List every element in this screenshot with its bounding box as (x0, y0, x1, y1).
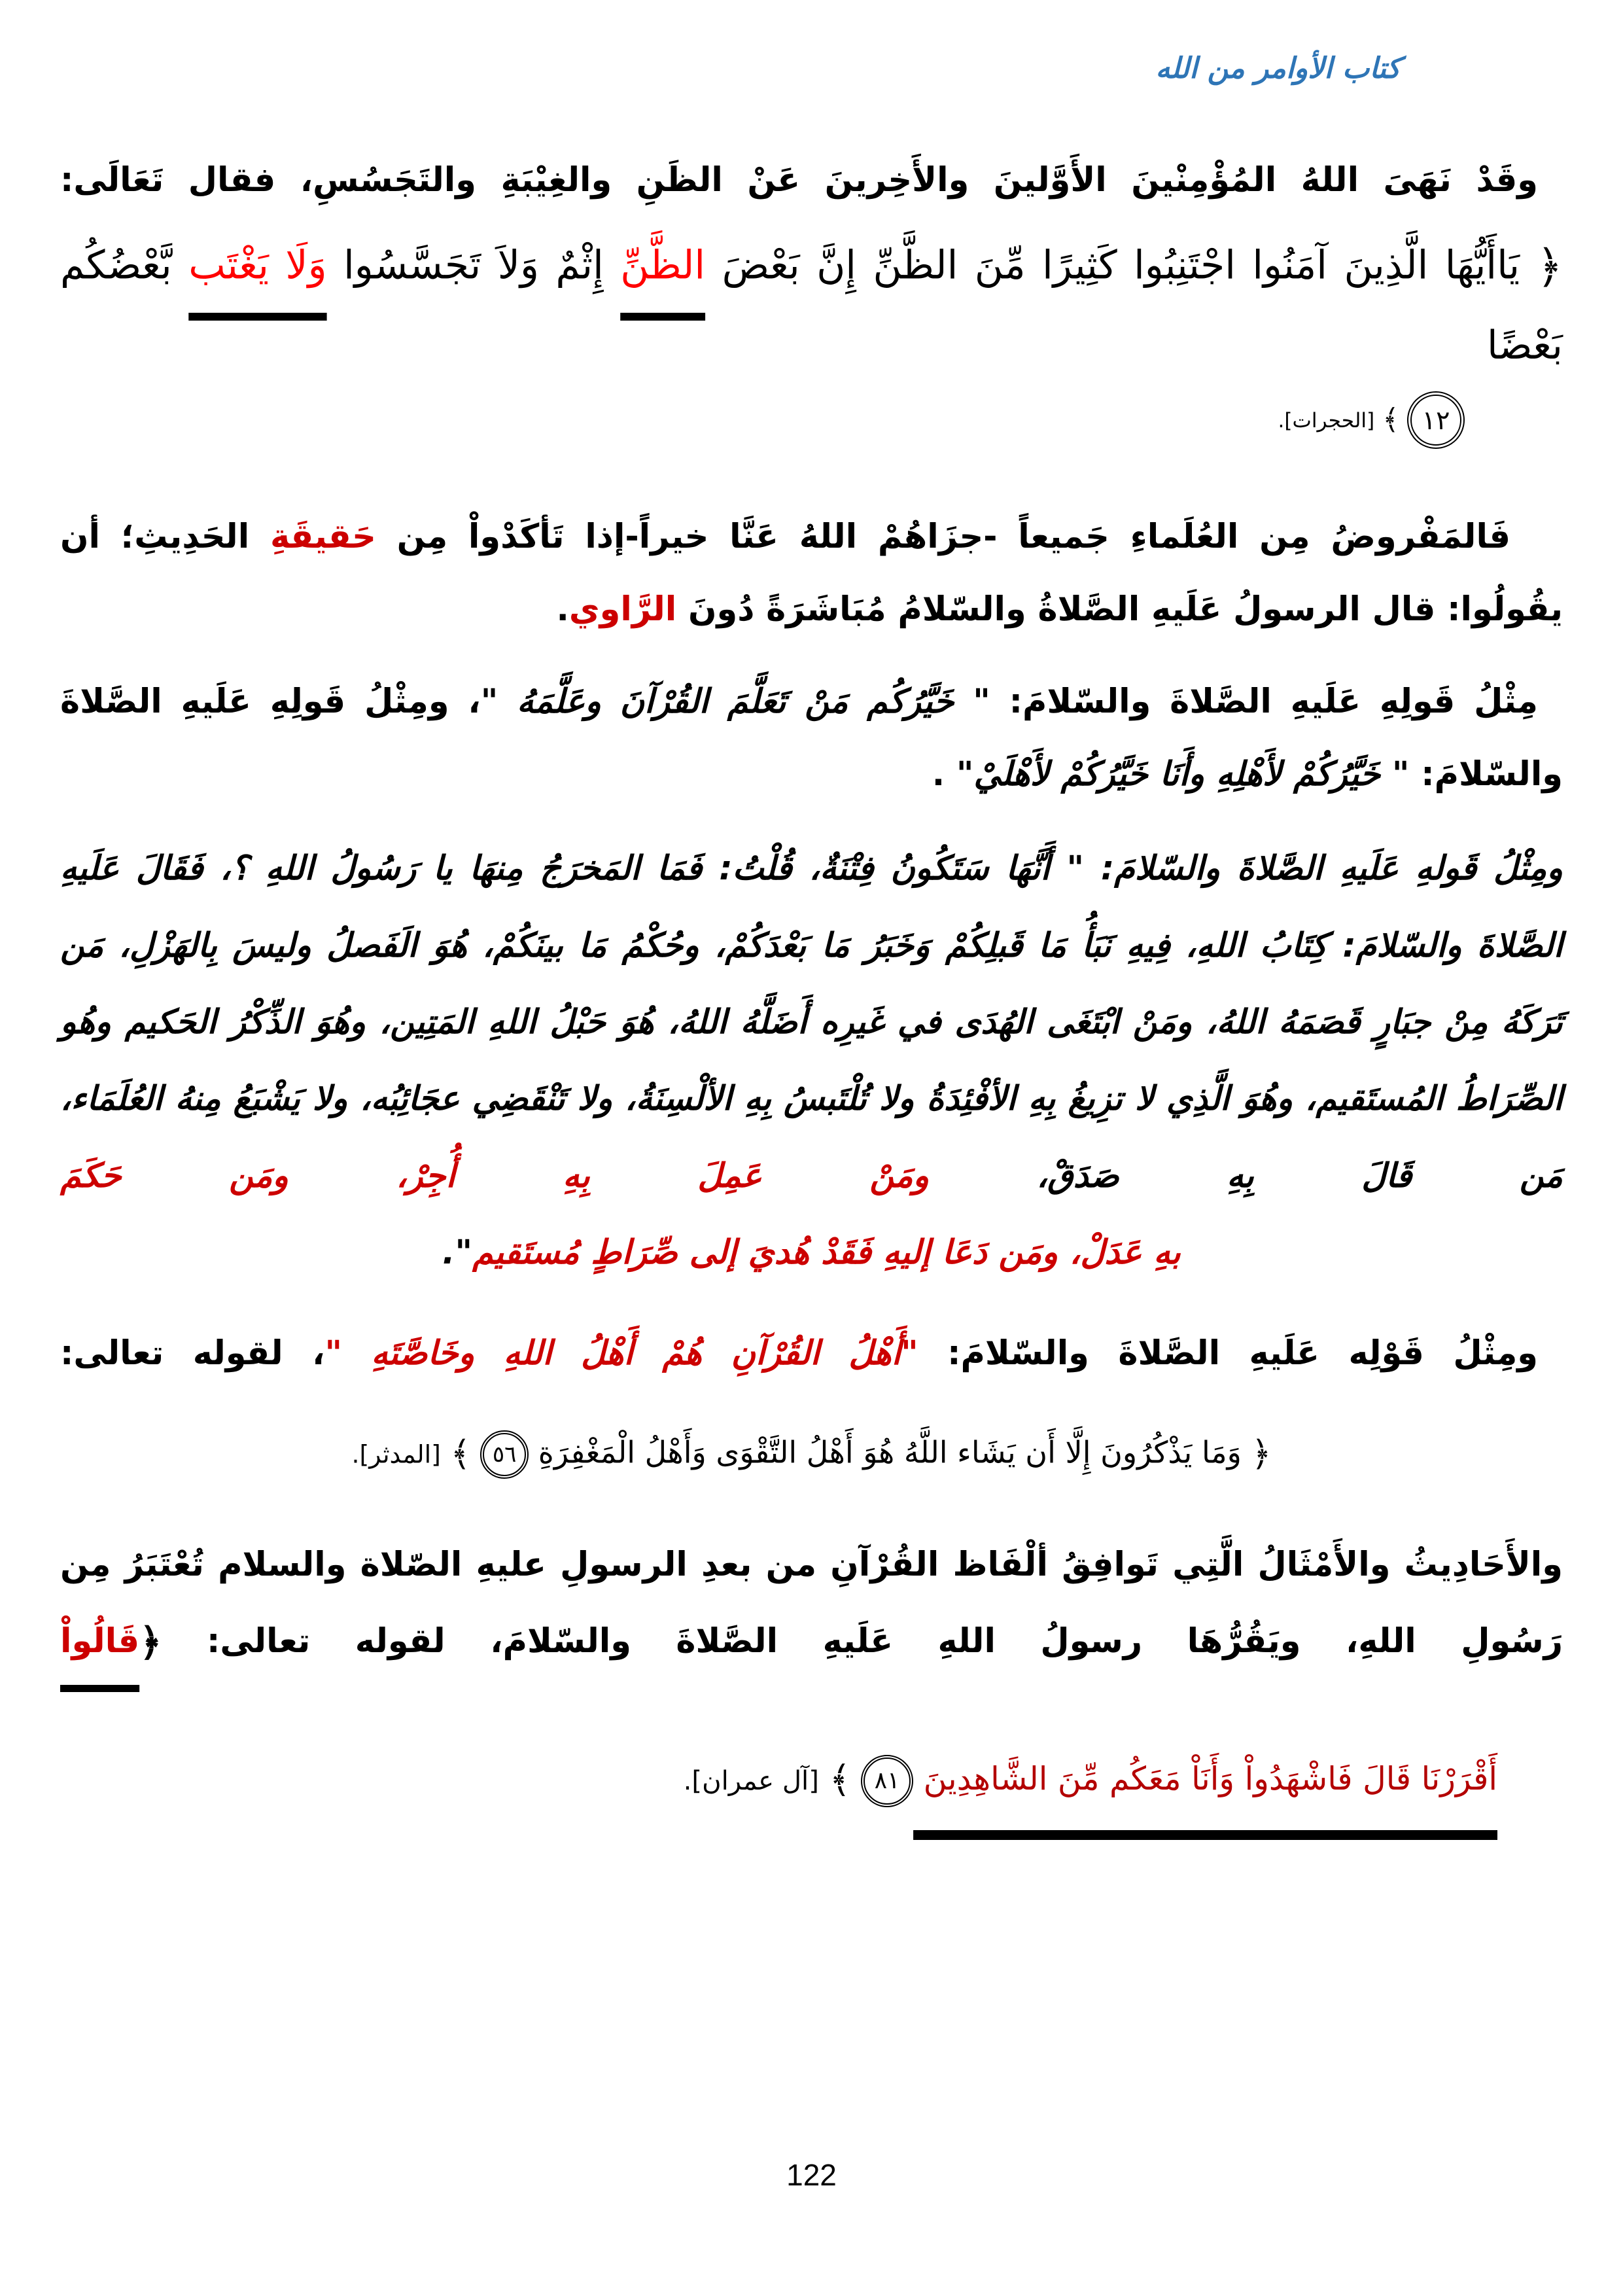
verse-close-ornament: ﴾ (450, 1434, 471, 1475)
red-highlight-word: حَقيقَةِ (270, 517, 376, 556)
verse-text-run: إِثْمٌ وَلاَ تَجَسَّسُوا (326, 242, 621, 289)
verse-open-ornament: ﴿ (139, 1620, 162, 1665)
text-run: من بعدِ الرسولِ عليهِ الصّلاة والسلام تُعْتَبَرُ مِن رَسُولِ اللهِ، ويَقُرُّهَا رسولُ اللهِ عَلَيهِ الصَّلاةَ والسّلامَ، (60, 1545, 1563, 1661)
verse-open-ornament: ﴿ (1536, 241, 1563, 294)
verse-close-ornament: ﴾ (1382, 402, 1399, 436)
intro-paragraph (60, 144, 1563, 217)
text-run: . (932, 755, 956, 794)
verse-text-run: بَّعْضُكُم بَعْضًا (60, 242, 1563, 368)
verse-open-ornament: ﴿ (1251, 1434, 1272, 1475)
hadith-quote: " خَيَّرُكُم مَنْ تَعَلَّمَ القُرْآنَ وعَلَّمَهُ " (480, 682, 990, 722)
hadith-quote: " أَنَّهَا سَتَكُونُ فِتْنَةٌ، قُلْتُ: فَمَا المَخرَجُ مِنهَا يا رَسُولُ اللهِ ؟، فَقَالَ عَلَيهِ الصَّلاةَ والسّلامَ: كِتَابُ اللهِ، فِيهِ نَبَأُ مَا قَبلِكُمْ وَخَبَرُ مَا بَعْدَكُمْ، وحُكْمُ مَا بينَكُمْ، هُوَ الَفَصلُ وليسَ بِالهَزْلِ، مَن تَرَكَهُ مِنْ جبَارٍ قَصَمَهُ اللهُ، ومَنْ ابْتَغَى الهُدَى في غَيرِه أَضَلَّهُ اللهُ، هُوَ حَبْلُ اللهِ المَتِين، وهُوَ الذِّكْرُ الحَكيم وهُو الصِّرَاطُ المُستَقيم، وهُوَ الَّذِي لا تزِيغُ بِهِ الأفْئِدَةُ ولا تُلْتَبسُ بِهِ الألْسِنَةُ، ولا تَنْقَضِي عجَائِبُه، ولا يَشْبَعُ مِنهُ العُلَمَاء، مَن قَالَ بِهِ صَدَقْ، (60, 849, 1563, 1195)
ayah-number-ornament: ٥٦ (480, 1430, 529, 1479)
red-hadith-quote: "أَهْلُ القُرْآنِ هُمْ أَهْلُ اللهِ وخَاصَّتَهِ " (324, 1334, 918, 1373)
ayah-number-ornament: ٨١ (861, 1755, 913, 1807)
page-number: 122 (786, 2158, 837, 2192)
hadith-quote: " خَيَّرُكُمْ لأَهْلِهِ وأَنَا خَيَّرُكُمْ لأَهْلَيْ" (956, 755, 1410, 794)
ahadith-amthal-paragraph (60, 1528, 1563, 1685)
text-run: ومِثْلُ قَولهِ عَلَيهِ الصَّلاةَ والسّلامَ: (1084, 849, 1563, 889)
text-run-emphasis: لقوله تعالى: (162, 1622, 445, 1661)
text-run: الحَدِيثِ؛ أن يقُولُوا: قال الرسولُ عَلَيهِ الصَّلاةُ والسّلامُ مُبَاشَرَةً دُونَ (60, 517, 1563, 629)
verse-aal-imran (60, 1744, 1563, 1818)
text-run-emphasis: لقوله تعالى: (60, 1334, 283, 1373)
text-run: ، (283, 1334, 325, 1373)
book-header (60, 46, 1563, 144)
ayah-number-ornament: ١٢ (1407, 391, 1465, 449)
hadith-fitna-ending (60, 1214, 1563, 1291)
verse-hujurat (60, 226, 1563, 382)
surah-reference: [آل عمران]. (683, 1766, 819, 1797)
verse-text-run: يَاأَيُّهَا الَّذِينَ آمَنُوا اجْتَنِبُوا كَثِيرًا مِّنَ الظَّنِّ إِنَّ بَعْضَ (705, 242, 1520, 289)
text-run-emphasis: فقال تَعَالَى: (60, 161, 276, 200)
red-highlight-word: وَلَا يَغْتَب (188, 242, 327, 289)
red-highlight-word: الظَّنِّ (620, 242, 706, 289)
book-header-title: كتاب الأوامر من الله (1155, 52, 1401, 85)
surah-reference: [المدثر]. (351, 1439, 441, 1469)
page-footer (0, 2157, 1623, 2193)
verse-close-ornament: ﴾ (829, 1759, 851, 1802)
red-highlight-word: الرَّاوي (568, 590, 677, 629)
verse-red-text: أَقْرَرْنَا قَالَ فَاشْهَدُواْ وَأَنَاْ مَعَكُم مِّنَ الشَّاهِدِينَ (913, 1760, 1497, 1798)
text-run: وقَدْ نَهَىَ اللهُ المُؤْمِنْينَ الأَوَّلينَ والأَخِرينَ عَنْ الظَنِ والغِيْبَةِ والتَجَسُسِ، (275, 161, 1538, 200)
verse-text-run: وَمَا يَذْكُرُونَ إِلَّا أَن يَشَاء اللَّهُ هُوَ أَهْلُ التَّقْوَى وَأَهْلُ الْمَغْفِرَةِ (529, 1434, 1242, 1470)
verse-muddathir (60, 1420, 1563, 1489)
verse-hujurat-reference (60, 386, 1563, 455)
red-highlight-run: ومَنْ عَمِلَ بِهِ أُجِرْ، ومَن حَكَمَ (60, 1156, 930, 1195)
red-highlight-run: بهِ عَدَلْ، ومَن دَعَا إليهِ فَقَدْ هُديَ إلى صِّرَاطٍ مُستَقيم (472, 1233, 1181, 1272)
text-run: ". (442, 1233, 473, 1272)
hadith-best-learn-quran-paragraph (60, 665, 1563, 811)
text-run: ، ومِثْلُ قَولِهِ عَلَيهِ الصَّلاةَ والسّلامَ: (60, 682, 1563, 794)
red-highlight-word: قَالُواْ (60, 1622, 140, 1661)
surah-reference: [الحجرات]. (1278, 408, 1375, 433)
text-run: فَالمَفْروضُ مِن العُلَماءِ جَميعاً -جزَاهُمْ اللهُ عَنَّا خيراً-إذا تَأكَدْواْ مِن (375, 517, 1511, 556)
text-run: مِثْلُ قَولِهِ عَلَيهِ الصَّلاةَ والسّلامَ: (990, 682, 1539, 722)
hadith-ahl-quran-paragraph (60, 1317, 1563, 1390)
text-run: . (556, 590, 569, 629)
hadith-fitna-paragraph (60, 830, 1563, 1214)
text-run-emphasis: والأَحَادِيثُ والأَمْثَالُ الَّتِي تَوافِقُ ألْفَاظ القُرْآنِ (830, 1545, 1563, 1585)
text-run: ومِثْلُ قَوْلِه عَلَيهِ الصَّلاةَ والسّلامَ: (918, 1334, 1538, 1373)
scholars-paragraph (60, 501, 1563, 646)
